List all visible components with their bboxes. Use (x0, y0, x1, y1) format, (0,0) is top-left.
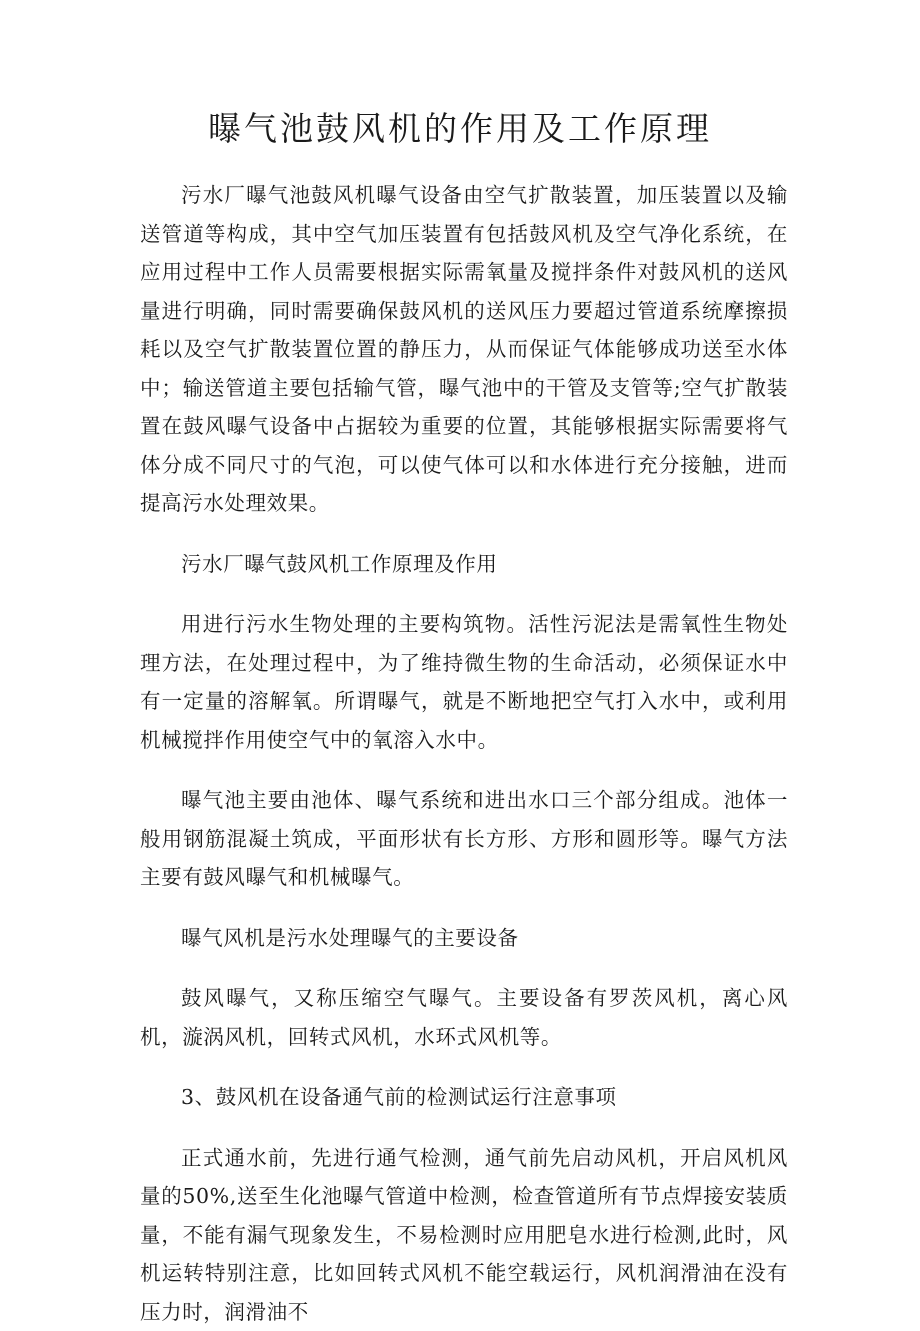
paragraph-subheading-principle: 污水厂曝气鼓风机工作原理及作用 (140, 545, 788, 584)
paragraph-intro: 污水厂曝气池鼓风机曝气设备由空气扩散装置，加压装置以及输送管道等构成，其中空气加压装置有包括鼓风机及空气净化系统，在应用过程中工作人员需要根据实际需氧量及搅拌条件对鼓风机的送风量进行明确，同时需要确保鼓风机的送风压力要超过管道系统摩擦损耗以及空气扩散装置位置的静压力，从而保证气体能够成功送至水体中；输送管道主要包括输气管，曝气池中的干管及支管等;空气扩散装置在鼓风曝气设备中占据较为重要的位置，其能够根据实际需要将气体分成不同尺寸的气泡，可以使气体可以和水体进行充分接触，进而提高污水处理效果。 (140, 176, 788, 523)
document-title: 曝气池鼓风机的作用及工作原理 (0, 104, 920, 154)
paragraph-subheading-equipment: 曝气风机是污水处理曝气的主要设备 (140, 919, 788, 958)
paragraph-blower-types: 鼓风曝气，又称压缩空气曝气。主要设备有罗茨风机，离心风机，漩涡风机，回转式风机，水环式风机等。 (140, 979, 788, 1056)
paragraph-ventilation-test: 正式通水前，先进行通气检测，通气前先启动风机，开启风机风量的50%,送至生化池曝气管道中检测，检查管道所有节点焊接安装质量，不能有漏气现象发生，不易检测时应用肥皂水进行检测,此时，风机运转特别注意，比如回转式风机不能空载运行，风机润滑油在没有压力时，润滑油不 (140, 1139, 788, 1331)
document-body (140, 176, 788, 1331)
paragraph-subheading-precautions: 3、鼓风机在设备通气前的检测试运行注意事项 (140, 1078, 788, 1117)
paragraph-aeration-definition: 用进行污水生物处理的主要构筑物。活性污泥法是需氧性生物处理方法，在处理过程中，为了维持微生物的生命活动，必须保证水中有一定量的溶解氧。所谓曝气，就是不断地把空气打入水中，或利用机械搅拌作用使空气中的氧溶入水中。 (140, 605, 788, 759)
paragraph-tank-composition: 曝气池主要由池体、曝气系统和进出水口三个部分组成。池体一般用钢筋混凝土筑成，平面形状有长方形、方形和圆形等。曝气方法主要有鼓风曝气和机械曝气。 (140, 781, 788, 897)
